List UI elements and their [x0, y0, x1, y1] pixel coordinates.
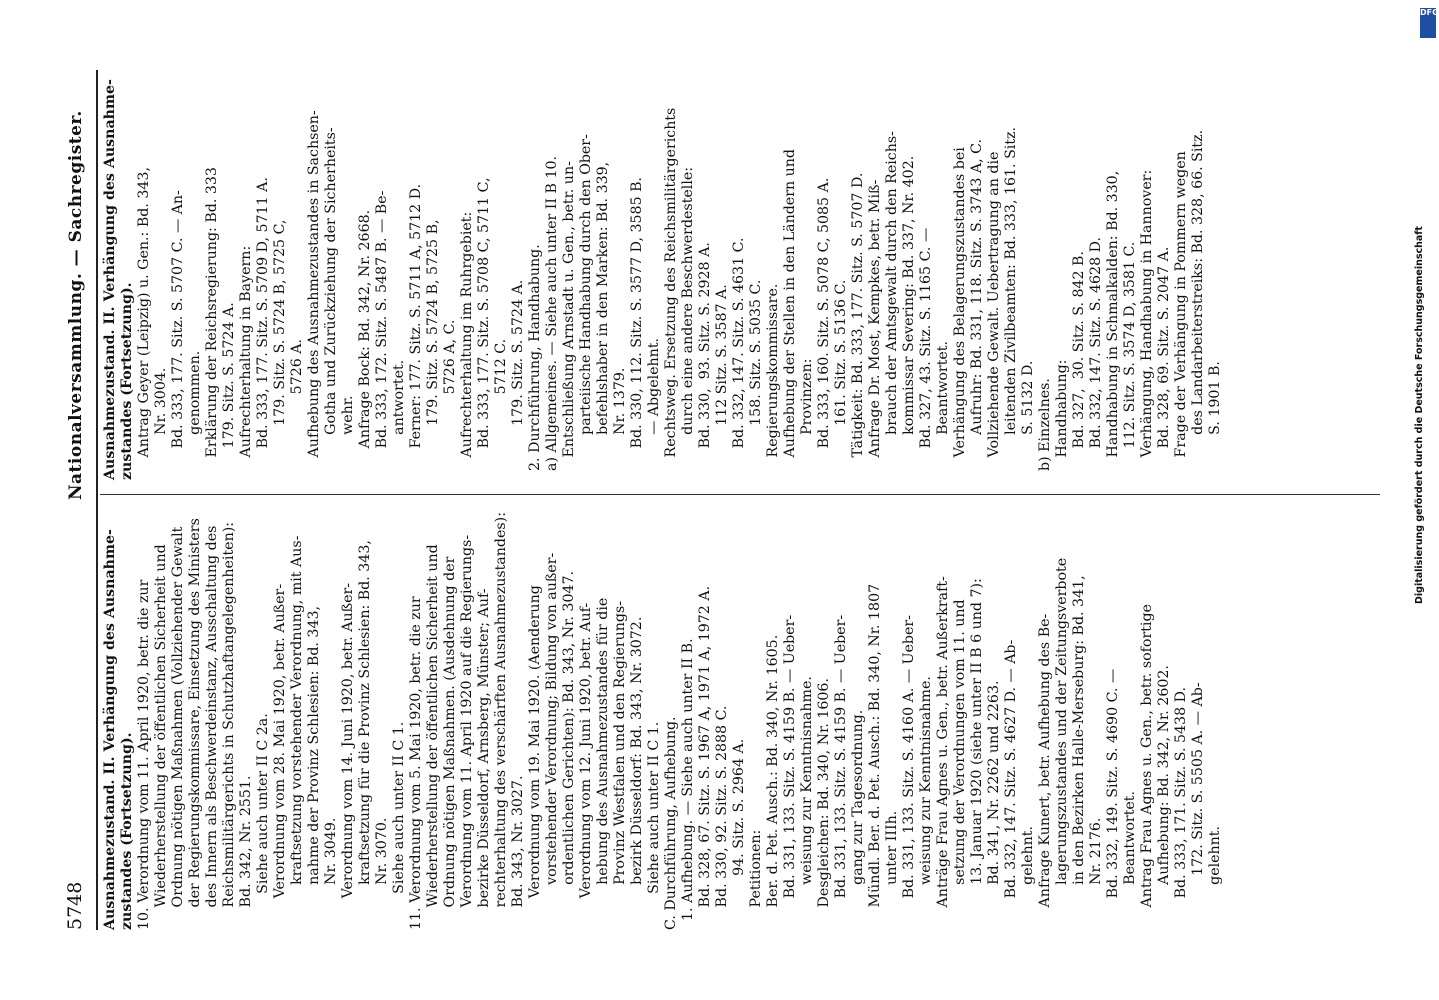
column-divider	[100, 494, 1380, 495]
running-title: Nationalversammlung. — Sachregister.	[66, 110, 86, 500]
credit-text-box	[1414, 44, 1432, 604]
section-heading-left: Ausnahmezustand. II. Verhängung des Ausnahme- zustandes (Fortsetzung).	[102, 529, 135, 930]
dfg-logo: DFG	[1420, 8, 1436, 38]
header-rule	[96, 70, 98, 930]
page-header	[62, 70, 92, 930]
section-heading-right: Ausnahmezustand. II. Verhängung des Ausnahme- zustandes (Fortsetzung).	[102, 79, 135, 480]
petitionen-block: Petitionen: Ber. d. Pet. Ausch.: Bd. 340, Nr. 1605. Bd. 331, 133. Sitz. S. 4159 B. — Ueber- weisung zur Kenntnisnahme. Desgleichen: Bd. 340, Nr. 1606. Bd. 331, 133. Sitz. S. 4159 B. — Ueber- gang zur Tagesordnung. Mündl. Ber. d. Pet. Ausch.: Bd. 340, Nr. 1807 unter IIIh. Bd. 331, 133. Sitz. S. 4160 A. — Ueber- weisung zur Kenntnisnahme. Anträge Frau Agnes u. Gen., betr. Außerkraft- setzung der Verordnungen vom 11. und 13. Januar 1920 (siehe unter II B 6 und 7): Bd. 341, Nr. 2262 und 2263. Bd. 332, 147. Sitz. S. 4627 D. — Ab- gelehnt. Anfrage Kunert, betr. Aufhebung des Be- lagerungszustandes und der Zeitungsverbote in den Bezirken Halle-Merseburg: Bd. 341, Nr. 2176. Bd. 332, 149. Sitz. S. 4690 C. — Beantwortet. Antrag Frau Agnes u. Gen., betr. sofortige Aufhebung: Bd. 342, Nr. 2602. Bd. 333, 171. Sitz. S. 5438 D. 172. Sitz. S. 5505 A. — Ab- gelehnt.	[748, 557, 1223, 908]
entry-10: 10. Verordnung vom 11. April 1920, betr. die zur Wiederherstellung der öffentlichen Sicherheit und Ordnung nötigen Maßnahmen (Vollziehender Gewalt der Regierungskommissare, Einsetzung des Ministers des Innern als Beschwerdeinstanz, Ausschaltung des Reichsmilitärgerichts in Schutzhaftangelegenheiten): Bd. 342, Nr. 2551. Siehe auch unter II C 2a. Verordnung vom 28. Mai 1920, betr. Außer- kraftsetzung vorstehender Verordnung, mit Aus- nahme der Provinz Schlesien: Bd. 343, Nr. 3049. Verordnung vom 14. Juni 1920, betr. Außer- kraftsetzung für die Provinz Schlesien: Bd. 343, Nr. 3070. Siehe auch unter II C 1.	[136, 518, 407, 930]
regierungskommissare-block: Regierungskommissare. Aufhebung der Stellen in den Ländern und Provinzen: Bd. 333, 160. Sitz. S. 5078 C, 5085 A. 161. Sitz. S. 5136 C. Tätigkeit: Bd. 333, 177. Sitz. S. 5707 D. Anfrage Dr. Most, Kempkes, betr. Miß- brauch der Amtsgewalt durch den Reichs- kommissar Severing: Bd. 337, Nr. 402. Bd. 327, 43. Sitz. S. 1165 C. — Beantwortet. Verhängung des Belagerungszustandes bei Aufruhr: Bd. 331, 118. Sitz. S. 3743 A, C. Vollziehende Gewalt. Uebertragung an die leitenden Zivilbeamten: Bd. 333, 161. Sitz. S. 5132 D.	[765, 126, 1036, 458]
credit-text: Digitalisierung gefördert durch die Deutsche Forschungsgemeinschaft	[1414, 226, 1425, 604]
entry-11: 11. Verordnung vom 5. Mai 1920, betr. die zur Wiederherstellung der öffentlichen Sicherheit und Ordnung nötigen Maßnahmen. (Ausdehnung der Verordnung vom 11. April 1920 auf die Regierungs- bezirke Düsseldorf, Arnsberg, Münster; Auf- rechterhaltung des verschärften Ausnahmezustandes): Bd. 343, Nr. 3027. Verordnung vom 19. Mai 1920. (Aenderung vorstehender Verordnung; Bildung von außer- ordentlichen Gerichten): Bd. 343, Nr. 3047. Verordnung vom 12. Juni 1920, betr. Auf- hebung des Ausnahmezustandes für die Provinz Westfalen und den Regierungs- bezirk Düsseldorf: Bd. 343, Nr. 3072. Siehe auch unter II C 1.	[408, 512, 662, 930]
right-column	[102, 60, 1224, 480]
digitization-credit	[1412, 0, 1438, 1000]
section-c-aufhebung: C. Durchführung, Aufhebung. 1. Aufhebung. — Siehe auch unter II B. Bd. 328, 67. Sitz. S. 1967 A, 1971 A, 1972 A. Bd. 330, 92. Sitz. S. 2888 C. 94. Sitz. S. 2964 A.	[663, 585, 747, 930]
antrag-geyer-block: Antrag Geyer (Leipzig) u. Gen.: Bd. 343, Nr. 3004. Bd. 333, 177. Sitz. S. 5707 C. — An- genommen. Erklärung der Reichsregierung: Bd. 333 179. Sitz. S. 5724 A. Aufrechterhaltung in Bayern: Bd. 333, 177. Sitz. S. 5709 D, 5711 A. 179. Sitz. S. 5724 B, 5725 C, 5726 A. Aufhebung des Ausnahmezustandes in Sachsen- Gotha und Zurückziehung der Sicherheits- wehr. Anfrage Bock: Bd. 342, Nr. 2668. Bd. 333, 172. Sitz. S. 5487 B. — Be- antwortet. Ferner: 177. Sitz. S. 5711 A, 5712 D. 179. Sitz. S. 5724 B, 5725 B, 5726 A, C. Aufrechterhaltung im Ruhrgebiet: Bd. 333, 177. Sitz. S. 5708 C, 5711 C, 5712 C. 179. Sitz. S. 5724 A.	[136, 110, 526, 458]
einzelnes-block: b) Einzelnes. Handhabung: Bd. 327, 30. Sitz. S. 842 B. Bd. 332, 147. Sitz. S. 4628 D. Handhabung in Schmalkalden: Bd. 330, 112. Sitz. S. 3574 D, 3581 C. Verhängung, Handhabung in Hannover: Bd. 328, 69. Sitz. S. 2047 A. Frage der Verhängung in Pommern wegen des Landarbeiterstreiks: Bd. 328, 66. Sitz. S. 1901 B.	[1037, 129, 1223, 471]
durchfuehrung-block: 2. Durchführung, Handhabung. a) Allgemeines. — Siehe auch unter II B 10. Entschließung Arnstadt u. Gen., betr. un- parteiische Handhabung durch den Ober- befehlshaber in den Marken: Bd. 339, Nr. 1379. Bd. 330, 112. Sitz. S. 3577 D, 3585 B. — Abgelehnt. Rechtsweg. Ersetzung des Reichsmilitärgerichts durch eine andere Beschwerdestelle: Bd. 330, 93. Sitz. S. 2928 A. 112 Sitz. S. 3587 A. Bd. 332, 147. Sitz. S. 4631 C. 158. Sitz. S. 5035 C.	[527, 107, 764, 471]
page-number: 5748	[64, 881, 86, 930]
left-column	[102, 510, 1224, 930]
